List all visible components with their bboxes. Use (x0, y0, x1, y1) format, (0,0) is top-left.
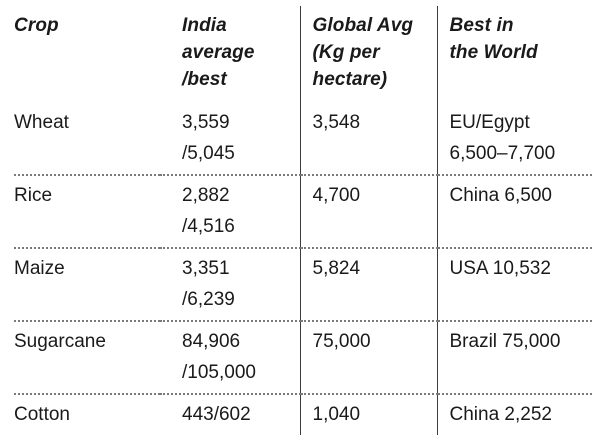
column-header-global-average: Global Avg (Kg per hectare) (300, 6, 437, 103)
crop-yield-table (14, 6, 592, 435)
table-row (14, 321, 592, 394)
cell-india-average-best: 3,559 /5,045 (182, 112, 235, 164)
table-row (14, 175, 592, 248)
cell-crop: Wheat (14, 112, 69, 133)
cell-crop: Rice (14, 175, 160, 248)
cell-best-in-world: USA 10,532 (437, 248, 592, 321)
cell-crop: Sugarcane (14, 321, 160, 394)
cell-india-average-best: 443/602 (160, 394, 300, 435)
cell-india-average-best: 2,882 /4,516 (160, 175, 300, 248)
cell-india-average-best: 84,906 /105,000 (160, 321, 300, 394)
cell-global-average: 3,548 (300, 103, 437, 175)
table-row (14, 103, 592, 175)
table-header-row (14, 6, 592, 103)
column-header-india-average-best: India average /best (182, 15, 255, 90)
cell-global-average: 75,000 (300, 321, 437, 394)
table-row (14, 394, 592, 435)
table-row (14, 248, 592, 321)
cell-crop: Maize (14, 248, 160, 321)
column-header-crop: Crop (14, 15, 59, 36)
cell-crop: Cotton (14, 394, 160, 435)
cell-global-average: 4,700 (300, 175, 437, 248)
cell-best-in-world: China 2,252 (437, 394, 592, 435)
cell-best-in-world: China 6,500 (437, 175, 592, 248)
cell-global-average: 5,824 (300, 248, 437, 321)
cell-best-in-world: EU/Egypt 6,500–7,700 (437, 103, 592, 175)
cell-best-in-world: Brazil 75,000 (437, 321, 592, 394)
cell-global-average: 1,040 (300, 394, 437, 435)
cell-india-average-best: 3,351 /6,239 (160, 248, 300, 321)
column-header-best-in-the-world: Best in the World (437, 6, 592, 103)
